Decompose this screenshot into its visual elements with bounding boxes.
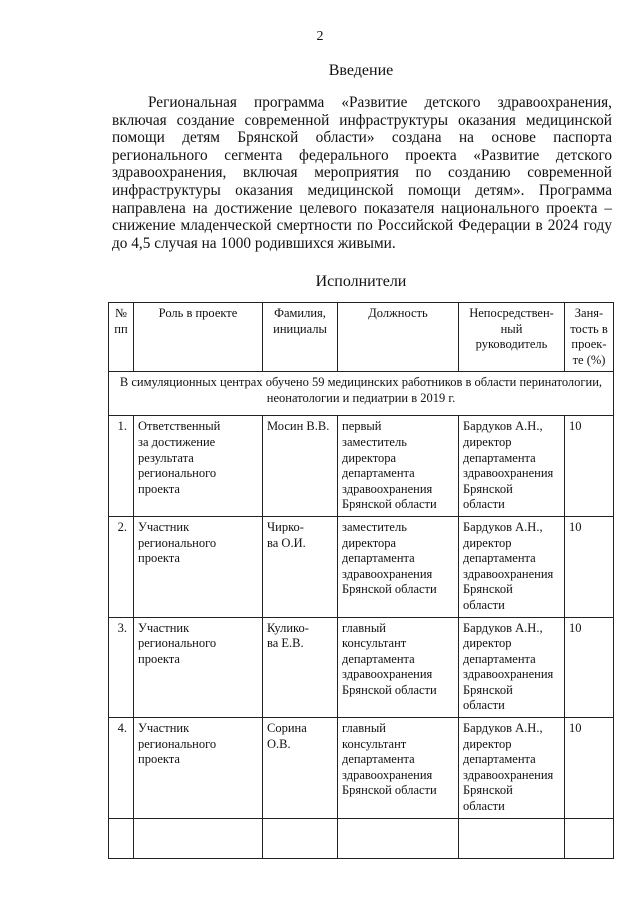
cell-manager: Бардуков А.Н., директор департамента здравоохранения Брянской области (459, 416, 565, 517)
cell-name: Чирко- ва О.И. (263, 516, 338, 617)
cell-name: Сорина О.В. (263, 718, 338, 819)
cell-manager: Бардуков А.Н., директор департамента здравоохранения Брянской области (459, 617, 565, 718)
cell-role: Участник регионального проекта (134, 718, 263, 819)
header-load: Заня- тость в проек- те (%) (565, 303, 614, 372)
header-name: Фамилия, инициалы (263, 303, 338, 372)
cell-load: 10 (565, 416, 614, 517)
table-row (109, 617, 614, 718)
cell-num: 3. (109, 617, 134, 718)
table-row (109, 516, 614, 617)
cell-load: 10 (565, 718, 614, 819)
cell-load: 10 (565, 617, 614, 718)
header-num: № пп (109, 303, 134, 372)
empty-cell (263, 818, 338, 858)
page-number: 2 (316, 29, 324, 44)
cell-num: 1. (109, 416, 134, 517)
cell-num: 2. (109, 516, 134, 617)
header-role: Роль в проекте (134, 303, 263, 372)
empty-cell (565, 818, 614, 858)
cell-position: заместитель директора департамента здравоохранения Брянской области (338, 516, 459, 617)
empty-cell (459, 818, 565, 858)
cell-manager: Бардуков А.Н., директор департамента здравоохранения Брянской области (459, 516, 565, 617)
empty-cell (109, 818, 134, 858)
intro-heading: Введение (328, 62, 394, 79)
empty-cell (134, 818, 263, 858)
cell-position: главный консультант департамента здравоохранения Брянской области (338, 617, 459, 718)
table-row (109, 416, 614, 517)
header-position: Должность (338, 303, 459, 372)
cell-role: Участник регионального проекта (134, 617, 263, 718)
cell-role: Ответственный за достижение результата регионального проекта (134, 416, 263, 517)
cell-role: Участник регионального проекта (134, 516, 263, 617)
section-title: В симуляционных центрах обучено 59 медицинских работников в области перинатологии, неонатологии и педиатрии в 2019 г. (109, 372, 614, 416)
intro-section (112, 94, 612, 252)
cell-position: главный консультант департамента здравоохранения Брянской области (338, 718, 459, 819)
cell-name: Мосин В.В. (263, 416, 338, 517)
cell-position: первый заместитель директора департамента здравоохранения Брянской области (338, 416, 459, 517)
header-manager: Непосредствен- ный руководитель (459, 303, 565, 372)
intro-paragraph: Региональная программа «Развитие детского здравоохранения, включая создание современной инфраструктуры оказания медицинской помощи детям Брянской области» создана на основе паспорта регионального сегмента федерального проекта «Развитие детского здравоохранения, включая мероприятия по созданию современной инфраструктуры оказания медицинской помощи детям». Программа направлена на достижение целевого показателя национального проекта – снижение младенческой смертности по Российской Федерации в 2024 году до 4,5 случая на 1000 родившихся живыми. (112, 94, 612, 252)
cell-load: 10 (565, 516, 614, 617)
section-row (109, 372, 614, 416)
empty-cell (338, 818, 459, 858)
cell-num: 4. (109, 718, 134, 819)
table-row-empty (109, 818, 614, 858)
table-row (109, 718, 614, 819)
table-header-row (109, 303, 614, 372)
cell-name: Кулико- ва Е.В. (263, 617, 338, 718)
executors-heading: Исполнители (315, 273, 407, 290)
executors-table (108, 302, 614, 859)
cell-manager: Бардуков А.Н., директор департамента здравоохранения Брянской области (459, 718, 565, 819)
